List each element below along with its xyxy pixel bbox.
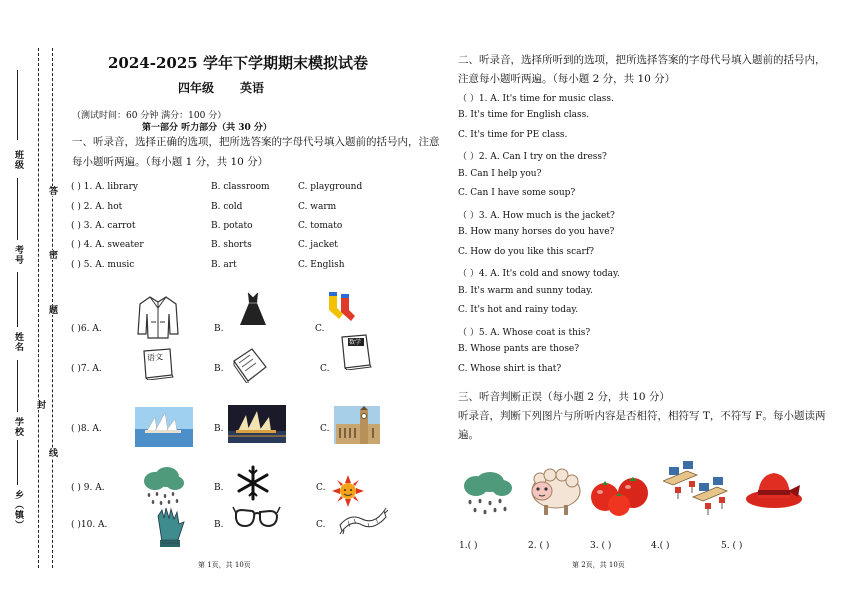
snowflake-picture[interactable] [235,465,271,501]
red-hat-picture [744,467,806,511]
seal-char-ti: 题 [47,305,57,315]
section-3-heading: 三、听音判断正误（每小题 2 分，共 10 分） [458,391,670,403]
question-8-option-c-label[interactable]: C. [320,424,330,434]
question-1-option-b[interactable]: B. classroom [211,182,270,192]
question-8-option-b-label[interactable]: B. [214,424,224,434]
question-8-label[interactable]: ( )8. A. [71,424,102,434]
question-6-option-b-label[interactable]: B. [214,324,224,334]
section-2-line[interactable]: C. Can I have some soup? [458,188,576,198]
question-5-option-b[interactable]: B. art [211,260,237,270]
socks-picture[interactable] [323,290,357,322]
section-3-instruction-line-1: 听录音，判断下列图片与所听内容是否相符，相符写 T，不符写 F。每小题读两 [458,410,826,422]
dress-picture[interactable] [238,291,268,327]
math-book-title: 数学 [349,339,362,346]
seal-char-feng: 封 [35,400,45,410]
jacket-picture[interactable] [136,294,180,340]
township-label: 乡（镇） [13,490,23,530]
section-2-line[interactable]: （ ）3. A. How much is the jacket? [458,211,615,221]
section-2-line[interactable]: C. It's hot and rainy today. [458,305,579,315]
class-fill-line [17,70,18,140]
section-2-line[interactable]: B. It's time for English class. [458,110,590,120]
exam-title: 2024-2025 学年下学期期末模拟试卷 [108,54,368,72]
name-label: 姓名 [13,332,23,352]
question-4-option-b[interactable]: B. shorts [211,240,252,250]
section-2-line[interactable]: B. Whose pants are those? [458,344,580,354]
section-2-line[interactable]: C. It's time for PE class. [458,130,568,140]
answer-blank-3[interactable]: 3. ( ) [590,541,612,551]
question-3-option-a[interactable]: ( ) 3. A. carrot [71,221,136,231]
question-5-option-a[interactable]: ( ) 5. A. music [71,260,135,270]
school-fill-line [17,360,18,412]
section-1-instruction-line-1: 一、听录音，选择正确的选项，把所选答案的字母代号填入题前的括号内，注意 [72,136,440,148]
section-2-instruction-line-1: 二、听录音，选择所听到的选项，把所选择答案的字母代号填入题前的括号内， [458,54,826,66]
math-book-picture[interactable] [338,334,372,370]
section-2-line[interactable]: （ ）1. A. It's time for music class. [458,94,614,104]
answer-blank-5[interactable]: 5. ( ) [721,541,743,551]
section-2-line[interactable]: B. Can I help you? [458,169,542,179]
rainy-cloud-picture [462,472,514,518]
sheep-picture [526,463,582,517]
scarf-picture[interactable] [338,507,388,535]
subject-label: 英语 [240,81,265,95]
answer-blank-1[interactable]: 1.( ) [459,541,478,551]
question-9-option-c-label[interactable]: C. [316,483,326,493]
section-2-line[interactable]: （ ）2. A. Can I try on the dress? [458,152,607,162]
question-3-option-b[interactable]: B. potato [211,221,253,231]
big-ben-picture[interactable] [334,406,380,444]
question-7-option-c-label[interactable]: C. [320,364,330,374]
township-fill-line [17,440,18,485]
section-2-line[interactable]: B. How many horses do you have? [458,227,615,237]
grade-label: 四年级 [178,81,215,95]
question-6-option-c-label[interactable]: C. [315,324,325,334]
question-4-option-c[interactable]: C. jacket [298,240,338,250]
page-1-footer: 第 1页，共 10页 [198,561,251,569]
section-3-instruction-line-2: 遍。 [458,429,479,441]
tomatoes-picture [589,475,651,517]
seal-char-mi: 密 [47,250,57,260]
question-2-option-c[interactable]: C. warm [298,202,337,212]
section-1-instruction-line-2: 每小题听两遍。（每小题 1 分，共 10 分） [72,156,269,168]
name-fill-line [17,272,18,327]
question-7-option-b-label[interactable]: B. [214,364,224,374]
school-label: 学校 [13,417,23,437]
question-5-option-c[interactable]: C. English [298,260,345,270]
question-4-option-a[interactable]: ( ) 4. A. sweater [71,240,144,250]
question-10-option-c-label[interactable]: C. [316,520,326,530]
rainy-cloud-picture[interactable] [141,467,185,507]
class-label: 班级 [13,150,23,170]
section-2-line[interactable]: C. Whose shirt is that? [458,364,562,374]
question-7-label[interactable]: ( )7. A. [71,364,102,374]
question-1-option-a[interactable]: ( ) 1. A. library [71,182,138,192]
notebook-picture[interactable] [230,347,268,383]
sydney-opera-house-day-picture[interactable] [135,407,193,447]
chinese-book-title: 语文 [146,352,164,363]
chinese-book-picture[interactable] [140,348,174,380]
page-2-footer: 第 2页，共 10页 [572,561,625,569]
answer-blank-2[interactable]: 2. ( ) [528,541,550,551]
glove-picture[interactable] [150,506,186,548]
glasses-picture[interactable] [232,504,282,534]
question-6-label[interactable]: ( )6. A. [71,324,102,334]
sydney-opera-house-night-picture[interactable] [228,405,286,443]
question-10-option-b-label[interactable]: B. [214,520,224,530]
question-3-option-c[interactable]: C. tomato [298,221,343,231]
section-2-line[interactable]: B. It's warm and sunny today. [458,286,593,296]
listening-part-heading: 第一部分 听力部分（共 30 分） [142,123,272,133]
computer-room-picture [663,461,729,519]
seal-char-xian: 线 [47,448,57,458]
binding-dashed-line-outer [38,48,39,568]
question-9-option-b-label[interactable]: B. [214,483,224,493]
section-2-line[interactable]: C. How do you like this scarf? [458,247,594,257]
sun-picture[interactable] [332,475,364,507]
section-2-instruction-line-2: 注意每小题听两遍。（每小题 2 分，共 10 分） [458,73,676,85]
question-2-option-a[interactable]: ( ) 2. A. hot [71,202,123,212]
seal-char-da: 答 [47,186,57,196]
exam-number-fill-line [17,178,18,240]
exam-number-label: 考号 [13,245,23,265]
answer-blank-4[interactable]: 4.( ) [651,541,670,551]
question-2-option-b[interactable]: B. cold [211,202,243,212]
section-2-line[interactable]: （ ）5. A. Whose coat is this? [458,328,591,338]
question-1-option-c[interactable]: C. playground [298,182,363,192]
section-2-line[interactable]: （ ）4. A. It's cold and snowy today. [458,269,620,279]
question-10-label[interactable]: ( )10. A. [71,520,108,530]
question-9-label[interactable]: ( ) 9. A. [71,483,105,493]
test-info: （测试时间：60 分钟 满分：100 分） [72,111,227,121]
